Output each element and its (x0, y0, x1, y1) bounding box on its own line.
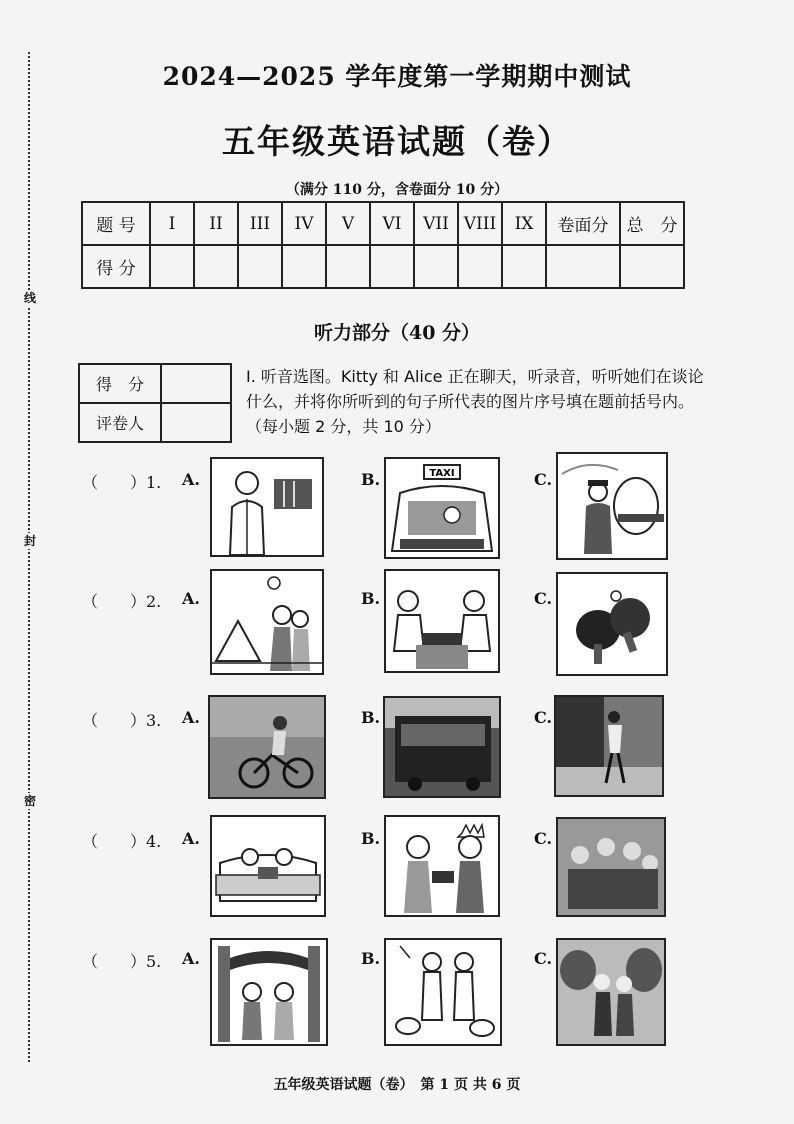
picture-waving-in-park[interactable] (556, 938, 666, 1046)
score-table-header-row (82, 202, 684, 245)
score-cell-header: VII (414, 202, 458, 245)
picture-birthday-gift[interactable] (384, 815, 500, 917)
score-cell-header: 总 分 (620, 202, 684, 245)
answer-bracket-q5[interactable]: （ ）5. (82, 952, 162, 971)
option-label-a: A. (182, 470, 200, 489)
score-cell-header: 卷面分 (546, 202, 620, 245)
score-input-cell[interactable] (326, 245, 370, 288)
option-label-a: A. (182, 829, 200, 848)
grader-score-label: 得 分 (79, 364, 161, 403)
picture-ping-pong-paddles[interactable] (556, 572, 668, 676)
option-label-c: C. (534, 708, 553, 727)
score-cell-header: V (326, 202, 370, 245)
option-label-c: C. (534, 470, 553, 489)
option-label-b: B. (361, 589, 381, 608)
score-cell-header: III (238, 202, 282, 245)
option-label-a: A. (182, 708, 200, 727)
score-table (81, 201, 685, 289)
binding-char-secret: 密 (23, 794, 36, 808)
binding-char-seal: 封 (23, 534, 36, 548)
picture-playing-chess[interactable] (384, 569, 500, 673)
score-row-label: 得 分 (82, 245, 150, 288)
picture-playing-with-dogs[interactable] (384, 938, 502, 1046)
exam-term-title: 2024—2025 学年度第一学期期中测试 (162, 62, 632, 91)
score-input-cell[interactable] (370, 245, 414, 288)
picture-park-entrance[interactable] (210, 938, 328, 1046)
score-table-score-row (82, 245, 684, 288)
answer-bracket-q2[interactable]: （ ）2. (82, 592, 162, 611)
answer-bracket-q3[interactable]: （ ）3. (82, 711, 162, 730)
option-label-c: C. (534, 589, 553, 608)
picture-riding-bike[interactable] (208, 695, 326, 799)
picture-reading-on-sofa[interactable] (210, 815, 326, 917)
listening-section-title: 听力部分（40 分） (313, 322, 481, 344)
score-cell-header: IV (282, 202, 326, 245)
exam-paper-title: 五年级英语试题（卷） (222, 122, 572, 161)
grader-box (78, 363, 232, 443)
answer-bracket-q1[interactable]: （ ）1. (82, 473, 162, 492)
score-cell-header: VI (370, 202, 414, 245)
grader-score-cell[interactable] (161, 364, 231, 403)
taxi-sign-text: TAXI (429, 468, 455, 479)
score-input-cell[interactable] (620, 245, 684, 288)
picture-bus[interactable] (383, 696, 501, 798)
option-label-a: A. (182, 589, 200, 608)
option-label-b: B. (361, 708, 381, 727)
option-label-c: C. (534, 949, 553, 968)
option-label-b: B. (361, 949, 381, 968)
page-footer: 五年级英语试题（卷） 第 1 页 共 6 页 (273, 1077, 521, 1093)
score-note: （满分 110 分，含卷面分 10 分） (285, 182, 509, 198)
score-input-cell[interactable] (414, 245, 458, 288)
score-input-cell[interactable] (194, 245, 238, 288)
score-input-cell[interactable] (282, 245, 326, 288)
score-input-cell[interactable] (238, 245, 282, 288)
score-cell-header: IX (502, 202, 546, 245)
score-cell-header: II (194, 202, 238, 245)
option-label-b: B. (361, 829, 381, 848)
option-label-c: C. (534, 829, 553, 848)
score-input-cell[interactable] (546, 245, 620, 288)
grader-name-cell[interactable] (161, 403, 231, 442)
score-input-cell[interactable] (458, 245, 502, 288)
score-cell-header: VIII (458, 202, 502, 245)
picture-group-friends[interactable] (556, 817, 666, 917)
option-label-a: A. (182, 949, 200, 968)
picture-doctor[interactable] (210, 457, 324, 557)
picture-pilot-airplane[interactable] (556, 452, 668, 560)
score-input-cell[interactable] (502, 245, 546, 288)
picture-taxi[interactable] (384, 457, 500, 559)
grader-name-label: 评卷人 (79, 403, 161, 442)
option-label-b: B. (361, 470, 381, 489)
score-input-cell[interactable] (150, 245, 194, 288)
picture-walking[interactable] (554, 695, 664, 797)
binding-line (28, 52, 30, 1062)
question-instruction: I. 听音选图。Kitty 和 Alice 正在聊天，听录音，听听她们在谈论什么，并将你所听到的句子所代表的图片序号填在题前括号内。（每小题 2 分，共 10 分） (246, 367, 704, 436)
binding-char-line: 线 (23, 291, 36, 305)
picture-family-camping[interactable] (210, 569, 324, 675)
score-cell-header: 题 号 (82, 202, 150, 245)
answer-bracket-q4[interactable]: （ ）4. (82, 832, 162, 851)
score-cell-header: I (150, 202, 194, 245)
